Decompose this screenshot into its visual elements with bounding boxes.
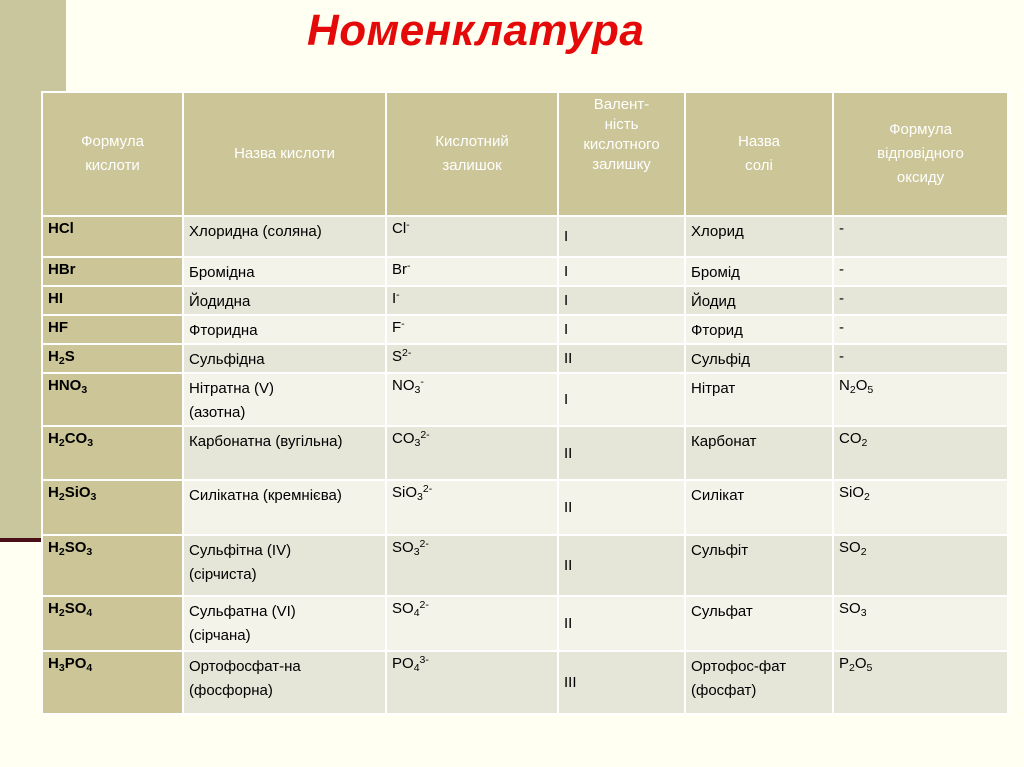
table-row [42, 344, 1008, 373]
header-formula: Формула кислоти [42, 92, 183, 216]
oxide-formula-cell [833, 286, 1008, 315]
salt-name-cell [685, 257, 833, 286]
formula-part: 4 [413, 607, 420, 619]
acid-name-line: Силікатна (кремнієва) [189, 487, 342, 504]
acid-name-line: Йодидна [189, 293, 251, 310]
formula-part: 2- [419, 538, 429, 550]
formula-part: P [839, 655, 850, 672]
formula-part: H [48, 655, 59, 672]
formula-part: F [392, 319, 402, 336]
formula-part: 3- [419, 654, 429, 666]
formula-part: - [420, 376, 424, 388]
formula-part: PO [64, 655, 87, 672]
formula-part: 2 [58, 355, 65, 367]
table-row [42, 596, 1008, 651]
formula-part: SO [392, 600, 414, 617]
valence-cell: I [558, 315, 685, 344]
oxide-formula-cell [833, 480, 1008, 535]
formula-part: 5 [867, 384, 874, 396]
valence-cell: I [558, 257, 685, 286]
formula-part: O [855, 377, 868, 394]
formula-part: 3 [90, 491, 97, 503]
table-row [42, 373, 1008, 426]
valence-cell: II [558, 344, 685, 373]
acid-formula-cell [42, 596, 183, 651]
acid-name-cell [183, 286, 386, 315]
formula-part: H [48, 600, 59, 617]
acid-name-line: Карбонатна (вугільна) [189, 433, 343, 450]
salt-name-line: Сульфіт [691, 542, 749, 559]
formula-part: - [401, 318, 405, 330]
formula-part: 3 [413, 546, 420, 558]
acid-residue-cell [386, 535, 558, 596]
salt-name-cell [685, 426, 833, 480]
valence-cell: I [558, 373, 685, 426]
acid-residue-cell [386, 315, 558, 344]
acid-formula-cell [42, 651, 183, 714]
formula-part: 3 [87, 437, 94, 449]
header-acid-name: Назва кислоти [183, 92, 386, 216]
formula-part: 2 [58, 607, 65, 619]
formula-part: 5 [866, 662, 873, 674]
formula-part: - [839, 348, 844, 365]
formula-part: 2- [420, 429, 430, 441]
acid-name-cell [183, 216, 386, 257]
acid-name-cell [183, 426, 386, 480]
acid-formula-cell [42, 535, 183, 596]
acid-name-line: Сульфатна (VI) [189, 603, 296, 620]
salt-name-line: Сульфат [691, 603, 753, 620]
formula-part: Cl [392, 220, 407, 237]
acid-name-line: (сірчиста) [189, 566, 257, 583]
acid-residue-cell [386, 216, 558, 257]
table-row [42, 535, 1008, 596]
table-row [42, 426, 1008, 480]
acid-formula-cell [42, 373, 183, 426]
formula-part: SO [839, 539, 861, 556]
salt-name-cell [685, 480, 833, 535]
formula-part: 3 [81, 384, 88, 396]
salt-name-line: (фосфат) [691, 682, 757, 699]
formula-part: 3 [86, 546, 93, 558]
oxide-formula-cell [833, 426, 1008, 480]
formula-part: I [392, 290, 397, 307]
formula-part: 2 [864, 491, 870, 503]
acid-residue-cell [386, 596, 558, 651]
formula-part: HCl [48, 220, 74, 237]
salt-name-cell [685, 315, 833, 344]
formula-part: 3 [860, 607, 867, 619]
formula-part: CO [392, 430, 415, 447]
header-valence: Валент- ність кислотного залишку [558, 92, 685, 216]
valence-cell: III [558, 651, 685, 714]
formula-part: 2 [860, 546, 867, 558]
formula-part: H [48, 430, 59, 447]
acid-name-line: (сірчана) [189, 627, 251, 644]
salt-name-line: Бромід [691, 264, 740, 281]
formula-part: SO [64, 600, 87, 617]
acid-residue-cell [386, 480, 558, 535]
oxide-formula-cell [833, 344, 1008, 373]
formula-part: - [839, 261, 844, 278]
formula-part: 2 [58, 546, 65, 558]
acid-residue-cell [386, 257, 558, 286]
acid-formula-cell [42, 480, 183, 535]
oxide-formula-cell [833, 257, 1008, 286]
formula-part: O [854, 655, 867, 672]
formula-part: - [839, 319, 844, 336]
acid-name-cell [183, 651, 386, 714]
formula-part: 4 [86, 607, 93, 619]
valence-cell: I [558, 286, 685, 315]
formula-part: SiO [392, 484, 418, 501]
acid-residue-cell [386, 286, 558, 315]
oxide-formula-cell [833, 535, 1008, 596]
formula-part: S [64, 348, 75, 365]
formula-part: - [406, 219, 410, 231]
table-row [42, 286, 1008, 315]
header-residue: Кислотний залишок [386, 92, 558, 216]
table-header-row [42, 92, 1008, 216]
header-oxide: Формула відповідного оксиду [833, 92, 1008, 216]
valence-cell: II [558, 426, 685, 480]
formula-part: 2- [419, 599, 429, 611]
formula-part: HF [48, 319, 68, 336]
formula-part: 3 [414, 437, 421, 449]
formula-part: N [839, 377, 850, 394]
acid-name-cell [183, 315, 386, 344]
formula-part: SO [64, 539, 87, 556]
table-row [42, 480, 1008, 535]
salt-name-line: Йодид [691, 293, 736, 310]
formula-part: 2 [58, 437, 65, 449]
formula-part: - [839, 290, 844, 307]
valence-cell: I [558, 216, 685, 257]
acid-residue-cell [386, 426, 558, 480]
formula-part: HI [48, 290, 63, 307]
formula-part: H [48, 539, 59, 556]
formula-part: NO [392, 377, 415, 394]
formula-part: H [48, 484, 59, 501]
acid-formula-cell [42, 315, 183, 344]
table-row [42, 257, 1008, 286]
formula-part: S [392, 348, 403, 365]
oxide-formula-cell [833, 596, 1008, 651]
formula-part: 2 [861, 437, 868, 449]
acid-formula-cell [42, 426, 183, 480]
salt-name-cell [685, 344, 833, 373]
formula-part: SiO [839, 484, 865, 501]
valence-cell: II [558, 480, 685, 535]
formula-part: 2- [402, 347, 412, 359]
acid-name-cell [183, 535, 386, 596]
table-row [42, 651, 1008, 714]
acid-name-line: Фторидна [189, 322, 258, 339]
acid-name-line: Нітратна (V) [189, 380, 275, 397]
salt-name-cell [685, 216, 833, 257]
formula-part: 2- [422, 483, 433, 495]
formula-part: PO [392, 655, 414, 672]
acid-formula-cell [42, 344, 183, 373]
salt-name-line: Ортофос-фат [691, 658, 787, 675]
formula-part: CO [64, 430, 88, 447]
formula-part: 2 [58, 491, 65, 503]
acid-name-cell [183, 480, 386, 535]
formula-part: 2 [849, 384, 856, 396]
oxide-formula-cell [833, 216, 1008, 257]
formula-part: SO [839, 600, 861, 617]
valence-cell: II [558, 535, 685, 596]
acid-name-line: Сульфітна (IV) [189, 542, 292, 559]
salt-name-cell [685, 286, 833, 315]
acid-residue-cell [386, 651, 558, 714]
formula-part: - [407, 260, 411, 272]
salt-name-line: Силікат [691, 487, 745, 504]
formula-part: 4 [413, 662, 420, 674]
formula-part: - [396, 289, 400, 301]
table-row [42, 216, 1008, 257]
acid-name-line: Ортофосфат-на [189, 658, 301, 675]
oxide-formula-cell [833, 373, 1008, 426]
salt-name-line: Сульфід [691, 351, 750, 368]
acid-name-cell [183, 596, 386, 651]
salt-name-line: Хлорид [691, 223, 744, 240]
acid-name-line: Сульфідна [189, 351, 265, 368]
formula-part: 4 [86, 662, 93, 674]
formula-part: 3 [417, 491, 423, 503]
acid-name-line: (фосфорна) [189, 682, 273, 699]
salt-name-line: Карбонат [691, 433, 757, 450]
acid-name-cell [183, 257, 386, 286]
acid-name-cell [183, 373, 386, 426]
header-salt-name: Назва солі [685, 92, 833, 216]
formula-part: H [48, 348, 59, 365]
acid-name-line: Хлоридна (соляна) [189, 223, 322, 240]
salt-name-line: Фторид [691, 322, 743, 339]
salt-name-line: Нітрат [691, 380, 736, 397]
salt-name-cell [685, 535, 833, 596]
acid-name-line: Бромідна [189, 264, 255, 281]
salt-name-cell [685, 651, 833, 714]
oxide-formula-cell [833, 651, 1008, 714]
formula-part: Br [392, 261, 407, 278]
valence-cell: II [558, 596, 685, 651]
table-row [42, 315, 1008, 344]
acid-formula-cell [42, 286, 183, 315]
acid-name-line: (азотна) [189, 404, 246, 421]
formula-part: 2 [849, 662, 855, 674]
formula-part: CO [839, 430, 862, 447]
formula-part: 3 [58, 662, 65, 674]
salt-name-cell [685, 373, 833, 426]
oxide-formula-cell [833, 315, 1008, 344]
formula-part: HNO [48, 377, 82, 394]
slide-title: Номенклатура [307, 6, 645, 55]
nomenclature-table [41, 91, 1009, 715]
acid-formula-cell [42, 216, 183, 257]
formula-part: SO [392, 539, 414, 556]
formula-part: 3 [414, 384, 421, 396]
acid-residue-cell [386, 373, 558, 426]
salt-name-cell [685, 596, 833, 651]
acid-formula-cell [42, 257, 183, 286]
acid-residue-cell [386, 344, 558, 373]
acid-name-cell [183, 344, 386, 373]
formula-part: SiO [64, 484, 91, 501]
formula-part: HBr [48, 261, 76, 278]
formula-part: - [839, 220, 844, 237]
